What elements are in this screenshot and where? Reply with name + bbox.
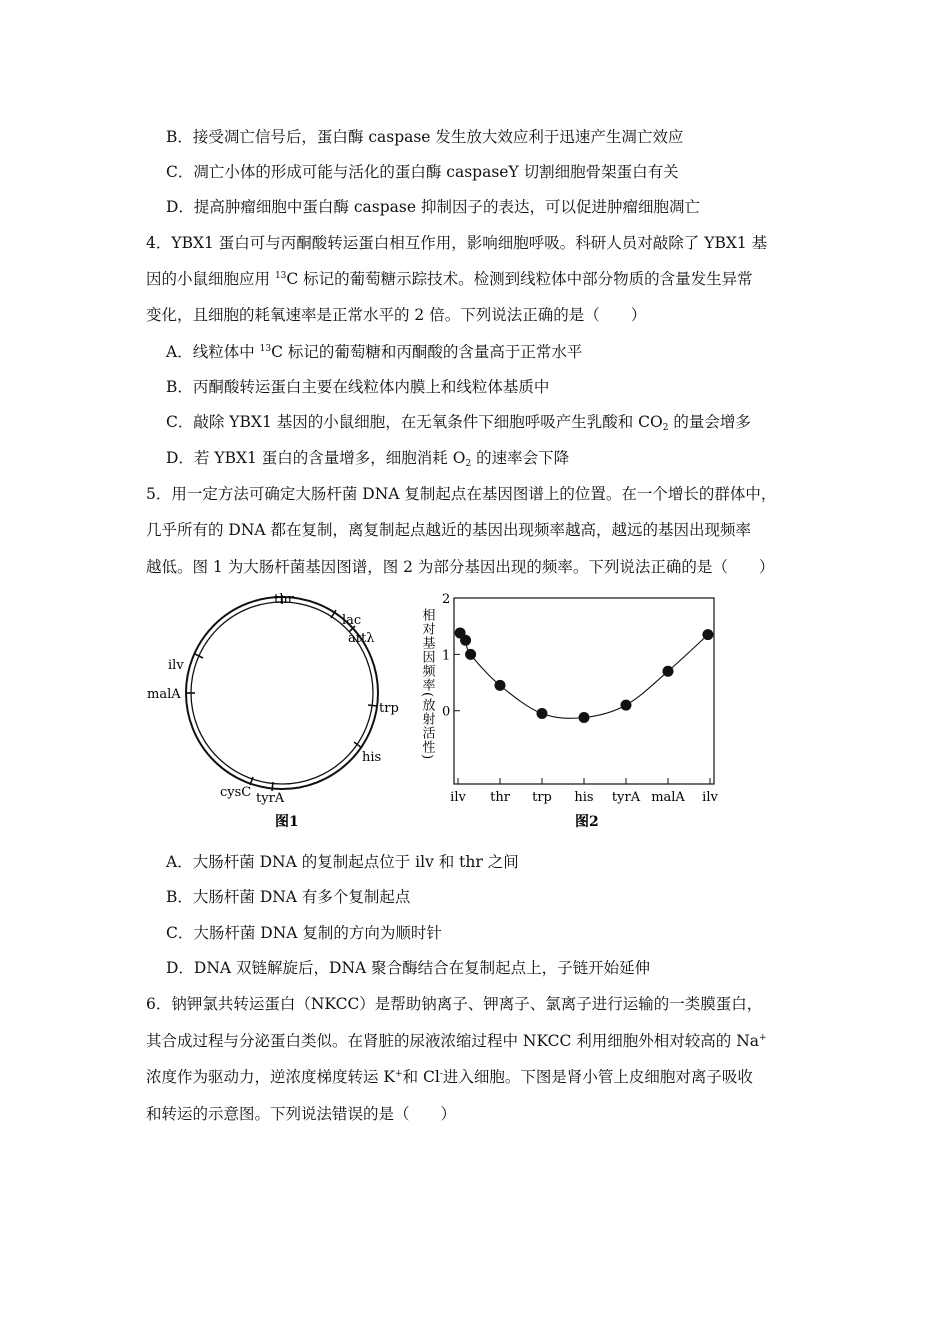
q4-option-d: D．若 YBX1 蛋白的含量增多，细胞消耗 $O_2$ 的速率会下降 xyxy=(166,449,570,469)
y-tick-label: 2 xyxy=(442,592,451,607)
q6-stem-line1: 6．钠钾氯共转运蛋白（NKCC）是帮助钠离子、钾离子、氯离子进行运输的一类膜蛋白， xyxy=(146,995,763,1013)
q4-stem-line2: 因的小鼠细胞应用 $^{13}$C 标记的葡萄糖示踪技术。检测到线粒体中部分物质的含量发生异常 xyxy=(146,270,753,288)
figure-2-caption: 图2 xyxy=(575,814,599,830)
q5-option-c: C．大肠杆菌 DNA 复制的方向为顺时针 xyxy=(166,924,442,942)
y-tick-label: 1 xyxy=(442,648,451,664)
q5-option-a: A．大肠杆菌 DNA 的复制起点位于 ilv 和 thr 之间 xyxy=(166,853,519,871)
gene-label-att: attλ xyxy=(348,631,375,646)
chart-ylabel: 相对基因频率(放射活性) xyxy=(419,608,435,761)
x-tick-label: malA xyxy=(651,790,685,805)
q5-option-b: B．大肠杆菌 DNA 有多个复制起点 xyxy=(166,888,411,906)
q5-stem-line1: 5．用一定方法可确定大肠杆菌 DNA 复制起点在基因图谱上的位置。在一个增长的群体中， xyxy=(146,485,777,503)
data-point xyxy=(495,680,506,691)
data-point xyxy=(460,635,471,646)
gene-label-cysC: cysC xyxy=(220,785,252,800)
x-tick-label: ilv xyxy=(702,790,718,805)
y-tick-label: 0 xyxy=(442,704,451,720)
gene-label-lac: lac xyxy=(342,613,362,628)
q5-stem-line3: 越低。图 1 为大肠杆菌基因图谱，图 2 为部分基因出现的频率。下列说法正确的是（ ） xyxy=(146,558,775,576)
q5-stem-line2: 几乎所有的 DNA 都在复制，离复制起点越近的基因出现频率越高，越远的基因出现频率 xyxy=(146,521,752,539)
data-point xyxy=(702,629,713,640)
gene-label-his: his xyxy=(362,750,382,765)
q4-stem-line1: 4．YBX1 蛋白可与丙酮酸转运蛋白相互作用，影响细胞呼吸。科研人员对敲除了 YBX1 基 xyxy=(146,234,768,252)
gene-label-thr: thr xyxy=(274,592,294,607)
q4-option-b: B．丙酮酸转运蛋白主要在线粒体内膜上和线粒体基质中 xyxy=(166,378,550,396)
data-point xyxy=(663,666,674,677)
figure-1-gene-map xyxy=(140,590,420,835)
x-tick-label: ilv xyxy=(450,790,466,805)
data-point xyxy=(579,712,590,723)
x-tick-label: trp xyxy=(532,790,552,805)
x-tick-label: his xyxy=(574,790,594,805)
q4-option-c: C．敲除 YBX1 基因的小鼠细胞，在无氧条件下细胞呼吸产生乳酸和 $CO_2$ 的量会增多 xyxy=(166,413,751,433)
q6-stem-line4: 和转运的示意图。下列说法错误的是（ ） xyxy=(146,1105,457,1123)
gene-label-tyrA: tyrA xyxy=(256,791,285,806)
data-point xyxy=(621,700,632,711)
gene-label-trp: trp xyxy=(379,701,399,716)
prev-option-c: C．凋亡小体的形成可能与活化的蛋白酶 caspaseY 切割细胞骨架蛋白有关 xyxy=(166,163,679,181)
gene-label-malA: malA xyxy=(147,687,181,702)
q6-stem-line2: 其合成过程与分泌蛋白类似。在肾脏的尿液浓缩过程中 NKCC 利用细胞外相对较高的 Na+ xyxy=(146,1032,767,1050)
figure-1-caption: 图1 xyxy=(275,814,299,830)
chart-plot-frame xyxy=(454,598,714,784)
figure-2-frequency-chart xyxy=(415,590,725,835)
x-tick-label: thr xyxy=(490,790,510,805)
x-tick-label: tyrA xyxy=(611,790,641,805)
prev-option-d: D．提高肿瘤细胞中蛋白酶 caspase 抑制因子的表达，可以促进肿瘤细胞凋亡 xyxy=(166,198,700,216)
data-point xyxy=(465,649,476,660)
q4-stem-line3: 变化，且细胞的耗氧速率是正常水平的 2 倍。下列说法正确的是（ ） xyxy=(146,306,647,324)
q4-option-a: A．线粒体中 $^{13}$C 标记的葡萄糖和丙酮酸的含量高于正常水平 xyxy=(166,343,583,361)
q5-option-d: D．DNA 双链解旋后，DNA 聚合酶结合在复制起点上，子链开始延伸 xyxy=(166,959,651,977)
data-point xyxy=(537,708,548,719)
q6-stem-line3: 浓度作为驱动力，逆浓度梯度转运 K+和 Cl-进入细胞。下图是肾小管上皮细胞对离子吸收 xyxy=(146,1068,753,1086)
gene-label-ilv: ilv xyxy=(168,658,184,673)
prev-option-b: B．接受凋亡信号后，蛋白酶 caspase 发生放大效应利于迅速产生凋亡效应 xyxy=(166,128,684,146)
